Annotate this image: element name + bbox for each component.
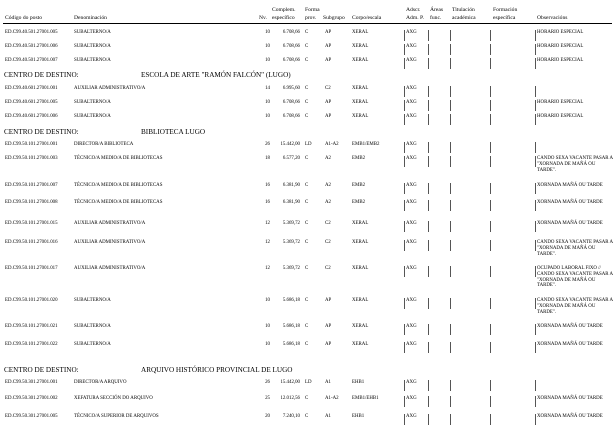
cell-divider [404, 100, 405, 111]
cell-corpo: XERAL [352, 114, 369, 119]
cell-divider [490, 414, 491, 425]
cell-divider [428, 414, 429, 425]
cell-code: ED.C99.50.301.27001.002 [5, 396, 58, 401]
cell-divider [490, 114, 491, 125]
cell-corpo: XERAL [352, 342, 369, 347]
cell-obs: HORARIO ESPECIAL [537, 114, 584, 119]
cell-divider [490, 221, 491, 232]
cell-adscr: AXG [406, 324, 417, 329]
cell-den: TÉCNICO/A MEDIO/A DE BIBLIOTECAS [74, 200, 163, 205]
cell-code: ED.C99.50.101.27001.001 [5, 142, 58, 147]
header-titulacion-1: Titulación [452, 7, 475, 13]
cell-den: SUBALTERNO/A [74, 58, 111, 63]
cell-divider [535, 114, 536, 125]
header-titulacion-2: académica [452, 15, 476, 21]
cell-comp: 6.708,66 [282, 44, 300, 49]
header-adscr-2: Adm. P. [406, 15, 424, 21]
cell-divider [490, 44, 491, 55]
cell-sg: A1-A2 [325, 396, 339, 401]
cell-fp: C [305, 30, 309, 35]
cell-divider [404, 44, 405, 55]
cell-divider [450, 142, 451, 153]
cell-divider [450, 30, 451, 41]
cell-divider [450, 414, 451, 425]
cell-code: ED.C99.50.301.27001.005 [5, 414, 58, 419]
cell-sg: C2 [325, 240, 331, 245]
cell-comp: 5.686,18 [282, 342, 300, 347]
cell-divider [404, 58, 405, 69]
cell-divider [535, 183, 536, 194]
cell-nv: 16 [265, 183, 270, 188]
cell-sg: AP [325, 30, 332, 35]
cell-divider [535, 342, 536, 353]
cell-divider [404, 324, 405, 335]
cell-corpo: EHB1 [352, 414, 365, 419]
cell-code: ED.C99.40.601.27001.005 [5, 100, 58, 105]
cell-nv: 10 [265, 30, 270, 35]
cell-den: AUXILIAR ADMINISTRATIVO/A [74, 86, 146, 91]
cell-divider [490, 183, 491, 194]
header-forma-2: prov. [305, 15, 317, 21]
cell-divider [404, 30, 405, 41]
cell-fp: C [305, 266, 309, 271]
cell-divider [535, 86, 536, 97]
cell-fp: C [305, 298, 309, 303]
cell-divider [535, 298, 536, 309]
cell-nv: 10 [265, 342, 270, 347]
cell-corpo: EMB2 [352, 183, 366, 188]
cell-corpo: EMB1/EHB1 [352, 396, 379, 401]
cell-comp: 6.708,66 [282, 114, 300, 119]
cell-adscr: AXG [406, 200, 417, 205]
cell-divider [535, 44, 536, 55]
cell-sg: C2 [325, 86, 331, 91]
cell-den: SUBALTERNO/A [74, 324, 111, 329]
cell-den: TÉCNICO/A SUPERIOR DE ARQUIVOS [74, 414, 159, 419]
cell-code: ED.C99.50.101.27001.008 [5, 200, 58, 205]
cell-divider [490, 240, 491, 251]
cell-corpo: XERAL [352, 266, 369, 271]
cell-sg: AP [325, 58, 332, 63]
cell-comp: 6.708,66 [282, 30, 300, 35]
header-forma-1: Forma [305, 7, 320, 13]
cell-nv: 18 [265, 156, 270, 161]
cell-den: SUBALTERNO/A [74, 114, 111, 119]
cell-divider [428, 86, 429, 97]
cell-divider [428, 100, 429, 111]
cell-obs: HORARIO ESPECIAL [537, 44, 584, 49]
cell-obs: CANDO SEXA VACANTE PASAR A "XORNADA DE MAÑÁ OU TARDE". [537, 156, 613, 173]
header-observacions: Observacións [537, 15, 568, 21]
cell-divider [428, 142, 429, 153]
cell-divider [490, 58, 491, 69]
header-nivel: Nv. [259, 15, 267, 21]
cell-code: ED.C99.50.301.27001.001 [5, 380, 58, 385]
section-label: CENTRO DE DESTINO: [4, 366, 79, 374]
cell-adscr: AXG [406, 240, 417, 245]
cell-sg: A2 [325, 200, 331, 205]
cell-code: ED.C99.50.101.27001.015 [5, 221, 58, 226]
cell-obs: XORNADA MAÑÁ OU TARDE [537, 221, 603, 226]
cell-den: SUBALTERNO/A [74, 342, 111, 347]
cell-comp: 7.240,10 [282, 414, 300, 419]
header-rule [3, 23, 612, 24]
header-codigo: Código do posto [5, 15, 42, 21]
cell-corpo: XERAL [352, 100, 369, 105]
cell-divider [535, 266, 536, 277]
cell-divider [404, 114, 405, 125]
cell-adscr: AXG [406, 44, 417, 49]
cell-divider [404, 142, 405, 153]
cell-divider [535, 156, 536, 167]
cell-den: SUBALTERNO/A [74, 44, 111, 49]
cell-fp: C [305, 156, 309, 161]
cell-nv: 14 [265, 86, 270, 91]
section-name: ESCOLA DE ARTE "RAMÓN FALCÓN" (LUGO) [141, 71, 291, 79]
cell-nv: 26 [265, 142, 270, 147]
cell-divider [428, 240, 429, 251]
cell-den: AUXILIAR ADMINISTRATIVO/A [74, 240, 146, 245]
cell-divider [450, 266, 451, 277]
header-subgrupo: Subgrupo [323, 15, 345, 21]
cell-divider [404, 266, 405, 277]
cell-adscr: AXG [406, 221, 417, 226]
cell-code: ED.C99.40.601.27001.001 [5, 86, 58, 91]
cell-corpo: EMB2 [352, 156, 366, 161]
cell-divider [428, 298, 429, 309]
cell-nv: 10 [265, 114, 270, 119]
cell-nv: 12 [265, 266, 270, 271]
cell-adscr: AXG [406, 58, 417, 63]
cell-nv: 10 [265, 298, 270, 303]
cell-code: ED.C99.40.601.27001.006 [5, 114, 58, 119]
cell-comp: 6.708,66 [282, 100, 300, 105]
cell-divider [490, 30, 491, 41]
cell-code: ED.C99.40.501.27001.006 [5, 44, 58, 49]
cell-sg: C2 [325, 221, 331, 226]
cell-comp: 6.381,90 [282, 183, 300, 188]
header-denominacion: Denominación [74, 15, 107, 21]
cell-obs: XORNADA MAÑÁ OU TARDE [537, 324, 603, 329]
header-complemento-1: Complem. [272, 7, 296, 13]
cell-obs: HORARIO ESPECIAL [537, 100, 584, 105]
cell-nv: 10 [265, 324, 270, 329]
cell-sg: C2 [325, 266, 331, 271]
cell-comp: 15.442,00 [280, 142, 300, 147]
cell-divider [404, 342, 405, 353]
cell-code: ED.C99.50.101.27001.017 [5, 266, 58, 271]
cell-divider [404, 200, 405, 211]
section-name: BIBLIOTECA LUGO [141, 128, 206, 136]
cell-corpo: EHB1 [352, 380, 365, 385]
cell-code: ED.C99.50.101.27001.021 [5, 324, 58, 329]
cell-adscr: AXG [406, 30, 417, 35]
cell-divider [490, 324, 491, 335]
cell-den: SUBALTERNO/A [74, 100, 111, 105]
cell-divider [490, 380, 491, 391]
cell-divider [428, 114, 429, 125]
cell-fp: C [305, 44, 309, 49]
cell-divider [535, 100, 536, 111]
cell-nv: 10 [265, 44, 270, 49]
cell-divider [404, 396, 405, 407]
header-corpo: Corpo/escala [352, 15, 382, 21]
cell-comp: 5.686,18 [282, 324, 300, 329]
header-areas-2: func. [430, 15, 442, 21]
cell-divider [404, 86, 405, 97]
cell-divider [450, 298, 451, 309]
cell-sg: AP [325, 114, 332, 119]
cell-divider [450, 86, 451, 97]
cell-sg: A1 [325, 380, 331, 385]
cell-comp: 6.381,90 [282, 200, 300, 205]
cell-divider [450, 114, 451, 125]
cell-den: TÉCNICO/A MEDIO/A DE BIBLIOTECAS [74, 156, 163, 161]
cell-divider [404, 156, 405, 167]
cell-den: SUBALTERNO/A [74, 30, 111, 35]
cell-adscr: AXG [406, 396, 417, 401]
cell-obs: HORARIO ESPECIAL [537, 58, 584, 63]
cell-divider [490, 200, 491, 211]
cell-fp: C [305, 324, 309, 329]
cell-divider [404, 298, 405, 309]
cell-divider [490, 342, 491, 353]
cell-den: TÉCNICO/A MEDIO/A DE BIBLIOTECAS [74, 183, 163, 188]
cell-den: AUXILIAR ADMINISTRATIVO/A [74, 266, 146, 271]
cell-divider [450, 240, 451, 251]
cell-divider [535, 58, 536, 69]
cell-divider [450, 324, 451, 335]
cell-fp: C [305, 183, 309, 188]
cell-divider [490, 142, 491, 153]
cell-divider [490, 86, 491, 97]
cell-adscr: AXG [406, 414, 417, 419]
cell-comp: 6.708,66 [282, 58, 300, 63]
cell-obs: XORNADA MAÑÁ OU TARDE [537, 414, 603, 419]
cell-adscr: AXG [406, 100, 417, 105]
cell-comp: 5.369,72 [282, 221, 300, 226]
cell-obs: XORNADA MAÑÁ OU TARDE [537, 200, 603, 205]
cell-den: XEFATURA SECCIÓN DO ARQUIVO [74, 396, 153, 401]
cell-corpo: XERAL [352, 240, 369, 245]
cell-adscr: AXG [406, 266, 417, 271]
cell-code: ED.C99.40.501.27001.007 [5, 58, 58, 63]
cell-divider [535, 221, 536, 232]
cell-fp: C [305, 342, 309, 347]
cell-divider [428, 44, 429, 55]
cell-fp: C [305, 221, 309, 226]
cell-divider [404, 221, 405, 232]
cell-divider [428, 200, 429, 211]
cell-divider [428, 342, 429, 353]
cell-divider [535, 200, 536, 211]
cell-divider [428, 396, 429, 407]
cell-divider [450, 221, 451, 232]
header-adscr-1: Adscr. [406, 7, 421, 13]
cell-obs: HORARIO ESPECIAL [537, 30, 584, 35]
cell-divider [404, 183, 405, 194]
section-name: ARQUIVO HISTÓRICO PROVINCIAL DE LUGO [141, 366, 293, 374]
cell-fp: LD [305, 380, 312, 385]
cell-corpo: XERAL [352, 324, 369, 329]
cell-fp: C [305, 58, 309, 63]
cell-code: ED.C99.50.101.27001.007 [5, 183, 58, 188]
cell-sg: A2 [325, 183, 331, 188]
cell-divider [428, 380, 429, 391]
cell-fp: C [305, 396, 309, 401]
cell-divider [450, 396, 451, 407]
cell-divider [428, 324, 429, 335]
cell-divider [490, 100, 491, 111]
cell-obs: XORNADA MAÑÁ OU TARDE [537, 342, 603, 347]
cell-nv: 16 [265, 200, 270, 205]
cell-nv: 12 [265, 240, 270, 245]
cell-nv: 12 [265, 221, 270, 226]
cell-sg: AP [325, 342, 332, 347]
cell-code: ED.C99.50.101.27001.016 [5, 240, 58, 245]
cell-fp: C [305, 100, 309, 105]
cell-corpo: XERAL [352, 44, 369, 49]
cell-divider [450, 342, 451, 353]
cell-divider [404, 414, 405, 425]
cell-code: ED.C99.50.101.27001.020 [5, 298, 58, 303]
cell-adscr: AXG [406, 298, 417, 303]
cell-corpo: XERAL [352, 298, 369, 303]
cell-adscr: AXG [406, 142, 417, 147]
cell-divider [428, 156, 429, 167]
cell-divider [428, 58, 429, 69]
cell-code: ED.C99.50.101.27001.003 [5, 156, 58, 161]
cell-divider [404, 380, 405, 391]
cell-fp: C [305, 86, 309, 91]
cell-den: DIRECTOR/A BIBLIOTECA [74, 142, 134, 147]
cell-divider [428, 183, 429, 194]
cell-obs: CANDO SEXA VACANTE PASAR A "XORNADA DE MAÑÁ OU TARDE". [537, 298, 613, 315]
cell-divider [490, 298, 491, 309]
cell-divider [450, 44, 451, 55]
cell-corpo: XERAL [352, 86, 369, 91]
cell-den: DIRECTOR/A ARQUIVO [74, 380, 127, 385]
cell-fp: C [305, 414, 309, 419]
cell-sg: AP [325, 298, 332, 303]
cell-obs: CANDO SEXA VACANTE PASAR A "XORNADA DE MAÑÁ OU TARDE". [537, 240, 613, 257]
cell-divider [490, 396, 491, 407]
cell-adscr: AXG [406, 380, 417, 385]
cell-code: ED.C99.40.501.27001.005 [5, 30, 58, 35]
cell-nv: 25 [265, 396, 270, 401]
header-formacion-2: específica [493, 15, 516, 21]
cell-code: ED.C99.50.101.27001.022 [5, 342, 58, 347]
header-complemento-2: específico [272, 15, 295, 21]
cell-divider [450, 380, 451, 391]
cell-den: SUBALTERNO/A [74, 298, 111, 303]
cell-adscr: AXG [406, 183, 417, 188]
cell-divider [535, 380, 536, 391]
cell-corpo: XERAL [352, 221, 369, 226]
cell-corpo: EMB1/EMB2 [352, 142, 380, 147]
cell-sg: A1-A2 [325, 142, 339, 147]
section-label: CENTRO DE DESTINO: [4, 71, 79, 79]
cell-divider [450, 100, 451, 111]
cell-divider [535, 142, 536, 153]
cell-comp: 5.686,18 [282, 298, 300, 303]
header-formacion-1: Formación [493, 7, 518, 13]
cell-corpo: XERAL [352, 30, 369, 35]
cell-comp: 12.012,56 [280, 396, 300, 401]
cell-den: AUXILIAR ADMINISTRATIVO/A [74, 221, 146, 226]
cell-comp: 5.369,72 [282, 240, 300, 245]
cell-divider [535, 324, 536, 335]
cell-comp: 5.369,72 [282, 266, 300, 271]
cell-sg: A1 [325, 414, 331, 419]
cell-corpo: XERAL [352, 58, 369, 63]
cell-comp: 6.995,60 [282, 86, 300, 91]
cell-comp: 15.442,00 [280, 380, 300, 385]
cell-obs: XORNADA MAÑÁ OU TARDE [537, 396, 603, 401]
cell-divider [428, 221, 429, 232]
cell-divider [535, 414, 536, 425]
cell-adscr: AXG [406, 156, 417, 161]
cell-divider [450, 200, 451, 211]
cell-divider [535, 30, 536, 41]
cell-divider [404, 240, 405, 251]
cell-divider [450, 58, 451, 69]
cell-fp: C [305, 240, 309, 245]
cell-fp: LD [305, 142, 312, 147]
section-label: CENTRO DE DESTINO: [4, 128, 79, 136]
cell-divider [428, 30, 429, 41]
cell-adscr: AXG [406, 342, 417, 347]
cell-divider [535, 240, 536, 251]
cell-fp: C [305, 114, 309, 119]
cell-nv: 20 [265, 414, 270, 419]
cell-divider [428, 266, 429, 277]
cell-corpo: EMB2 [352, 200, 366, 205]
cell-nv: 26 [265, 380, 270, 385]
cell-obs: XORNADA MAÑÁ OU TARDE [537, 183, 603, 188]
header-areas-1: Áreas [430, 7, 444, 13]
cell-divider [450, 156, 451, 167]
cell-adscr: AXG [406, 86, 417, 91]
cell-sg: A2 [325, 156, 331, 161]
cell-divider [490, 156, 491, 167]
cell-adscr: AXG [406, 114, 417, 119]
cell-nv: 10 [265, 100, 270, 105]
cell-fp: C [305, 200, 309, 205]
cell-sg: AP [325, 44, 332, 49]
cell-divider [535, 396, 536, 407]
cell-nv: 10 [265, 58, 270, 63]
cell-sg: AP [325, 324, 332, 329]
cell-comp: 6.577,20 [282, 156, 300, 161]
cell-sg: AP [325, 100, 332, 105]
cell-divider [450, 183, 451, 194]
cell-obs: OCUPADO LABORAL FIXO // CANDO SEXA VACANTE PASAR A "XORNADA DE MAÑÁ OU TARDE". [537, 266, 613, 289]
cell-divider [490, 266, 491, 277]
